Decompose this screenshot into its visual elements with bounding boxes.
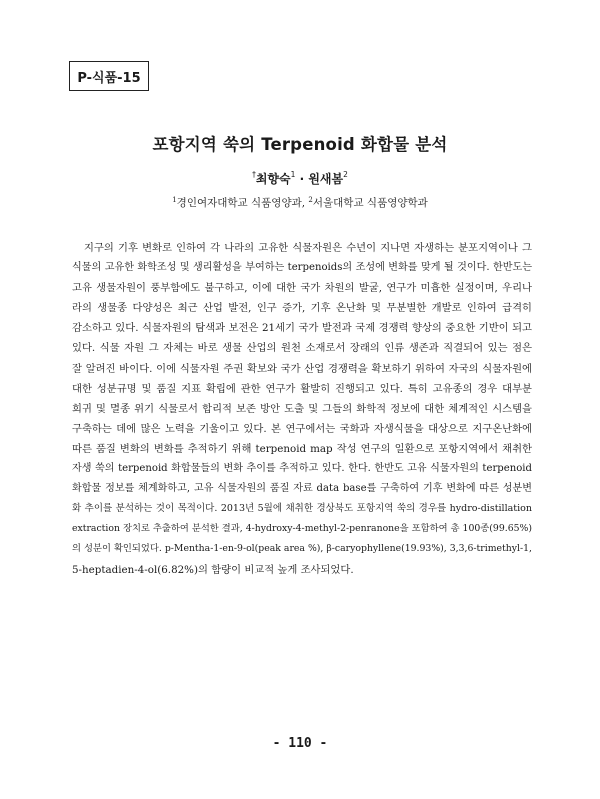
affiliation-line bbox=[0, 195, 600, 210]
abstract-line: 5-heptadien-4-ol(6.82%)의 함량이 비교적 높게 조사되었다. bbox=[72, 563, 354, 576]
author-separator: · bbox=[295, 172, 309, 186]
abstract-body bbox=[72, 238, 532, 580]
corresponding-mark: † bbox=[252, 170, 256, 179]
abstract-line: 식물의 고유한 화학조성 및 생리활성을 부여하는 terpenoids의 조성에 변화를 맞게 될 것이다. 한반도는 bbox=[72, 262, 532, 274]
affil-2-mark: 2 bbox=[308, 196, 313, 204]
abstract-line: 자생 쑥의 terpenoid 화합물들의 변화 추이를 추적하고 있다. 한다. 한반도 고유 식물자원의 terpenoid bbox=[72, 463, 532, 475]
author-1: 최향숙 bbox=[255, 172, 291, 186]
author-2: 원새봄 bbox=[308, 172, 344, 186]
paper-title: 포항지역 쑥의 Terpenoid 화합물 분석 bbox=[152, 135, 448, 154]
abstract-line: 있다. 식물 자원 그 자체는 바로 생물 산업의 원천 소재로서 장래의 인류 생존과 직결되어 있는 점은 bbox=[72, 342, 532, 355]
abstract-line: 대한 성분규명 및 품질 지표 확립에 관한 연구가 활발히 진행되고 있다. 특히 고유종의 경우 대부분 bbox=[72, 382, 532, 395]
author-2-affil-mark: 2 bbox=[343, 170, 348, 179]
affil-1-mark: 1 bbox=[172, 196, 177, 204]
affiliation-2: 서울대학교 식품영양학과 bbox=[312, 197, 428, 209]
author-1-affil-mark: 1 bbox=[290, 170, 296, 179]
abstract-line: 구축하는 데에 많은 노력을 기울이고 있다. 본 연구에서는 국화과 자생식물을 대상으로 지구온난화에 bbox=[72, 422, 532, 435]
abstract-line: 의 성분이 확인되었다. p-Mentha-1-en-9-ol(peak area %), β-caryophyllene(19.93%), 3,3,6-trimethyl-1, bbox=[72, 543, 532, 555]
abstract-line: 라의 생물종 다양성은 최근 산업 발전, 인구 증가, 기후 온난화 및 무분별한 개발로 인하여 급격히 bbox=[72, 302, 532, 315]
abstract-line: 지구의 기후 변화로 인하여 각 나라의 고유한 식물자원은 수년이 지나면 자생하는 분포지역이나 그 bbox=[84, 242, 532, 254]
page-number: - 110 - bbox=[272, 736, 328, 751]
author-line bbox=[0, 170, 600, 187]
abstract-line: 잘 알려진 바이다. 이에 식물자원 주권 확보와 국가 산업 경쟁력을 확보하기 위하여 자국의 식물자원에 bbox=[72, 362, 532, 375]
abstract-line: 화 추이를 분석하는 것이 목적이다. 2013년 5월에 채취한 경상북도 포항지역 쑥의 경우를 hydro-distillation bbox=[72, 503, 532, 515]
abstract-line: 감소하고 있다. 식물자원의 탐색과 보전은 21세기 국가 발전과 국제 경쟁력 향상의 중요한 기반이 되고 bbox=[72, 322, 532, 335]
abstract-line: 화합물 정보를 체계화하고, 고유 식물자원의 품질 자료 data base를 구축하여 기후 변화에 따른 성분변 bbox=[72, 483, 532, 495]
abstract-line: 희귀 및 멸종 위기 식물로서 합리적 보존 방안 도출 및 그들의 화학적 정보에 대한 체계적인 시스템을 bbox=[72, 402, 532, 415]
session-code-label: P-식품-15 bbox=[69, 61, 149, 91]
abstract-line: extraction 장치로 추출하여 분석한 결과, 4-hydroxy-4-methyl-2-penranone을 포함하여 총 100종(99.65%) bbox=[72, 523, 532, 535]
abstract-line: 따른 품질 변화의 변화를 추적하기 위해 terpenoid map 작성 연구의 일환으로 포항지역에서 채취한 bbox=[72, 442, 532, 455]
affiliation-1: 경인여자대학교 식품영양과, bbox=[176, 197, 309, 209]
abstract-line: 고유 생물자원이 풍부함에도 불구하고, 이에 대한 국가 차원의 발굴, 연구가 미흡한 실정이며, 우리나 bbox=[72, 282, 532, 295]
